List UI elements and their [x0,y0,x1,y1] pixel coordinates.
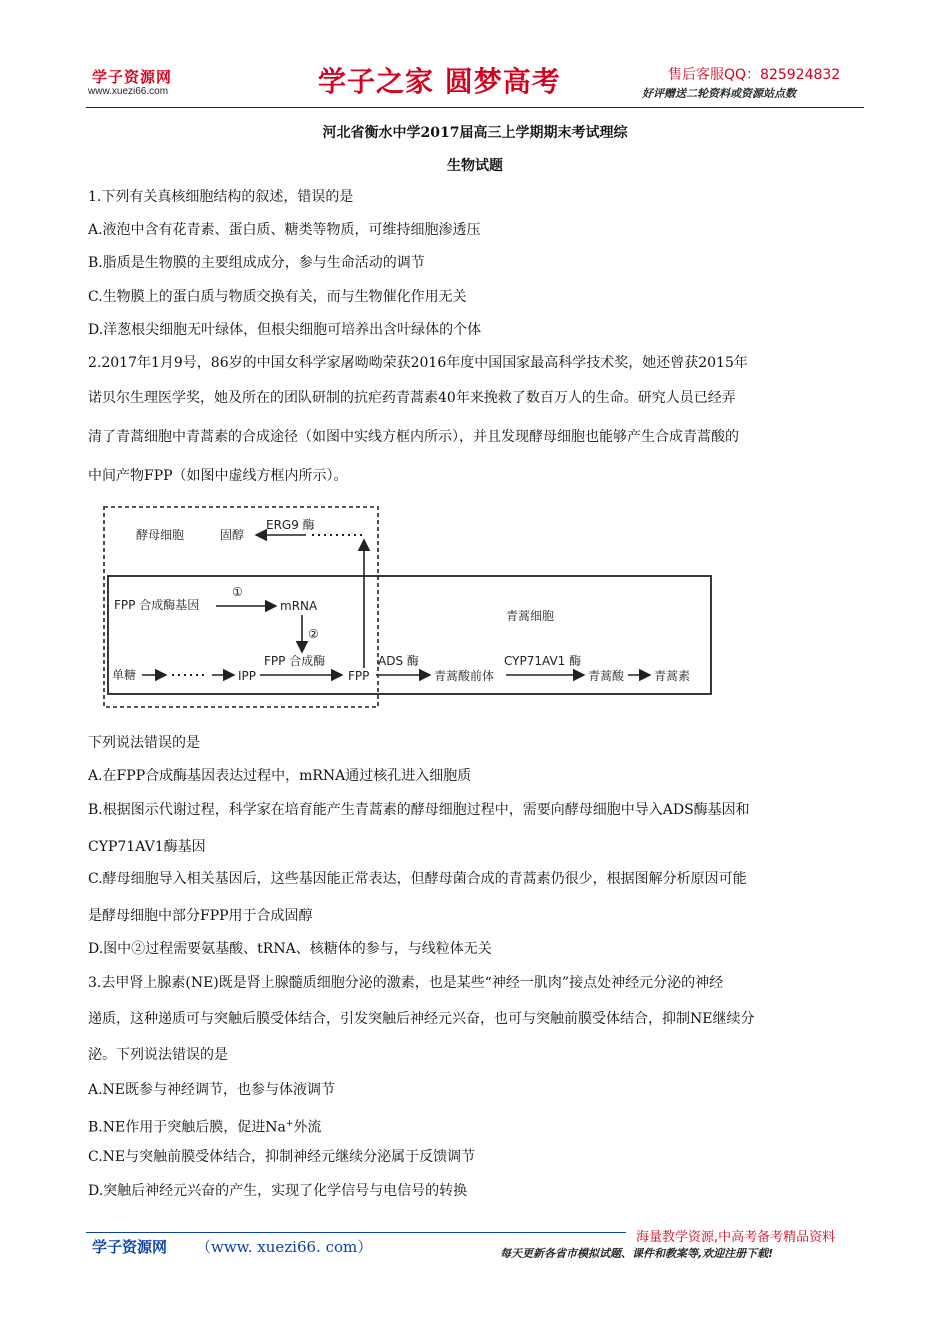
footer-daily-update: 每天更新各省市模拟试题、课件和教案等,欢迎注册下载! [500,1247,774,1260]
q3-option-d: D.突触后神经元兴奋的产生，实现了化学信号与电信号的转换 [88,1183,468,1199]
footer-divider [86,1232,626,1233]
q3-stem-line3: 泌。下列说法错误的是 [88,1047,228,1063]
q2-stem-line1: 2.2017年1月9号，86岁的中国女科学家屠呦呦荣获2016年度中国国家最高科学技术奖，她还曾获2015年 [88,355,748,371]
q2-stem-line3: 清了青蒿细胞中青蒿素的合成途径（如图中实线方框内所示），并且发现酵母细胞也能够产生合成青蒿酸的 [88,429,739,445]
q2-option-c-line2: 是酵母细胞中部分FPP用于合成固醇 [88,908,313,924]
header-slogan: 学子之家 圆梦高考 [318,65,561,98]
ads-label: ADS 酶 [378,654,419,668]
q1-stem: 1.下列有关真核细胞结构的叙述，错误的是 [88,189,354,205]
q3-option-b-tail: 外流 [293,1119,322,1136]
header-promo: 好评赠送二轮资料或资源站点数 [642,87,796,100]
header-qq: 售后客服QQ：825924832 [668,67,841,83]
precursor-label: 青蒿酸前体 [434,669,495,683]
acid-label: 青蒿酸 [588,669,625,683]
q2-option-a: A.在FPP合成酶基因表达过程中，mRNA通过核孔进入细胞质 [88,768,472,784]
fpp-gene-label: FPP 合成酶基因 [114,598,200,612]
mrna-label: mRNA [280,599,318,613]
q2-stem-line2: 诺贝尔生理医学奖，她及所在的团队研制的抗疟药青蒿素40年来挽救了数百万人的生命。研究人员已经弄 [88,390,736,406]
step2-label: ② [308,627,319,641]
q2-prompt: 下列说法错误的是 [88,735,200,751]
q3-option-b-superscript: + [285,1119,294,1129]
footer-logo-text: 学子资源网 [92,1238,168,1256]
fpp-label: FPP [348,669,370,683]
artemisia-cell-label: 青蒿细胞 [506,609,555,623]
pathway-diagram [96,502,866,712]
page-subtitle: 生物试题 [447,158,503,174]
ipp-label: IPP [238,669,257,683]
step1-label: ① [232,585,243,599]
q2-option-b-line2: CYP71AV1酶基因 [88,839,206,855]
q1-option-a: A.液泡中含有花青素、蛋白质、糖类等物质，可维持细胞渗透压 [88,222,481,238]
q3-stem-line2: 递质，这种递质可与突触后膜受体结合，引发突触后神经元兴奋，也可与突触前膜受体结合，抑制NE继续分 [88,1011,755,1027]
monosaccharide-label: 单糖 [112,668,137,682]
q3-option-b-text: B.NE作用于突触后膜，促进Na [88,1119,286,1136]
q3-option-b [88,1107,321,1145]
q2-option-c-line1: C.酵母细胞导入相关基因后，这些基因能正常表达，但酵母菌合成的青蒿素仍很少，根据图解分析原因可能 [88,871,747,887]
header-divider [86,107,864,108]
cyp-label: CYP71AV1 酶 [504,654,582,668]
footer-url[interactable]: （www. xuezi66. com） [196,1238,373,1256]
yeast-cell-label: 酵母细胞 [136,528,185,542]
footer-resources: 海量教学资源,中高考备考精品资料 [636,1230,836,1245]
q1-option-c: C.生物膜上的蛋白质与物质交换有关，而与生物催化作用无关 [88,289,467,305]
q1-option-d: D.洋葱根尖细胞无叶绿体，但根尖细胞可培养出含叶绿体的个体 [88,322,482,338]
fpp-synthase-label: FPP 合成酶 [264,654,326,668]
q3-option-c: C.NE与突触前膜受体结合，抑制神经元继续分泌属于反馈调节 [88,1149,476,1165]
q3-option-a: A.NE既参与神经调节，也参与体液调节 [88,1082,336,1098]
q2-stem-line4: 中间产物FPP（如图中虚线方框内所示）。 [88,468,348,484]
q1-option-b: B.脂质是生物膜的主要组成成分，参与生命活动的调节 [88,255,425,271]
header-logo-text: 学子资源网 [92,68,173,86]
erg9-label: ERG9 酶 [266,518,315,532]
q3-stem-line1: 3.去甲肾上腺素(NE)既是肾上腺髓质细胞分泌的激素，也是某些“神经一肌肉”接点处神经元分泌的神经 [88,975,724,991]
artemisinin-label: 青蒿素 [654,669,691,683]
q2-option-b-line1: B.根据图示代谢过程，科学家在培育能产生青蒿素的酵母细胞过程中，需要向酵母细胞中导入ADS酶基因和 [88,802,750,818]
q2-option-d: D.图中②过程需要氨基酸、tRNA、核糖体的参与，与线粒体无关 [88,941,492,957]
header-logo-url[interactable]: www.xuezi66.com [88,86,169,97]
page-title: 河北省衡水中学2017届高三上学期期末考试理综 [322,125,628,141]
sterol-label: 固醇 [220,528,245,542]
